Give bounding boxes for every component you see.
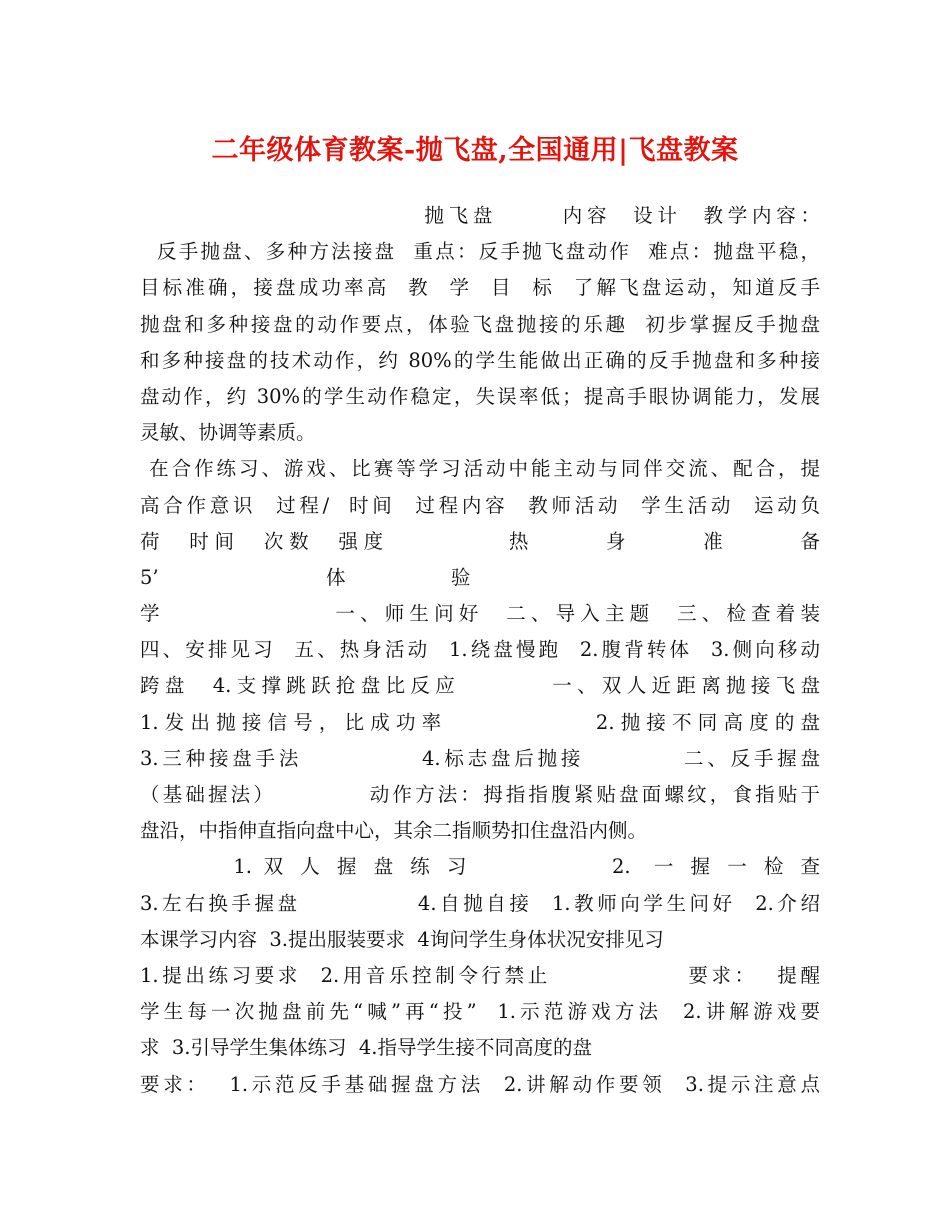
- body-line: 3.三种接盘手法 4.标志盘后抛接 二、反手握盘: [140, 746, 820, 770]
- body-line: 要求： 1.示范反手基础握盘方法 2.讲解动作要领 3.提示注意点: [140, 1072, 820, 1096]
- document-body: [140, 198, 820, 1103]
- body-line: 1.发出抛接信号，比成功率 2.抛接不同高度的盘: [140, 710, 820, 734]
- body-line: 3.左右换手握盘 4.自抛自接 1.教师向学生问好 2.介绍: [140, 891, 820, 915]
- body-line: 目标准确，接盘成功率高 教 学 目 标 了解飞盘运动，知道反手: [140, 276, 820, 300]
- body-line: 盘动作，约 30%的学生动作稳定，失误率低；提高手眼协调能力，发展: [140, 384, 820, 408]
- body-line: 求 3.引导学生集体练习 4.指导学生接不同高度的盘: [140, 1036, 593, 1060]
- body-line: （基础握法） 动作方法：拇指指腹紧贴盘面螺纹，食指贴于: [140, 783, 820, 806]
- body-line: 学生每一次抛盘前先“喊”再“投” 1.示范游戏方法 2.讲解游戏要: [140, 1000, 820, 1024]
- body-line: 和多种接盘的技术动作，约 80%的学生能做出正确的反手抛盘和多种接: [140, 348, 820, 372]
- body-line: 本课学习内容 3.提出服装要求 4询问学生身体状况安排见习: [140, 927, 664, 951]
- body-line: 四、安排见习 五、热身活动 1.绕盘慢跑 2.腹背转体 3.侧向移动: [140, 638, 820, 662]
- body-line: 灵敏、协调等素质。: [140, 421, 316, 445]
- body-line: 荷 时间 次数 强度 热 身 准 备: [140, 529, 820, 553]
- body-line: 抛盘和多种接盘的动作要点，体验飞盘抛接的乐趣 初步掌握反手抛盘: [140, 312, 820, 336]
- body-line: 跨盘 4.支撑跳跃抢盘比反应 一、双人近距离抛接飞盘: [140, 674, 820, 698]
- body-line: 盘沿，中指伸直指向盘中心，其余二指顺势扣住盘沿内侧。: [140, 819, 648, 843]
- body-line: 反手抛盘、多种方法接盘 重点：反手抛飞盘动作 难点：抛盘平稳，: [140, 240, 820, 264]
- body-line: 学 一、师生问好 二、导入主题 三、检查着装: [140, 602, 820, 626]
- body-line: 1.提出练习要求 2.用音乐控制令行禁止 要求： 提醒: [140, 963, 820, 987]
- body-line: 5’ 体 验: [140, 565, 471, 589]
- body-line: 高合作意识 过程/ 时间 过程内容 教师活动 学生活动 运动负: [140, 493, 820, 517]
- body-line: 在合作练习、游戏、比赛等学习活动中能主动与同伴交流、配合，提: [140, 457, 820, 481]
- document-title: 二年级体育教案-抛飞盘,全国通用|飞盘教案: [211, 135, 739, 166]
- body-line: 1. 双 人 握 盘 练 习 2. 一 握 一 检 查: [140, 855, 820, 879]
- body-line: 抛飞盘 内容 设计 教学内容：: [140, 204, 820, 227]
